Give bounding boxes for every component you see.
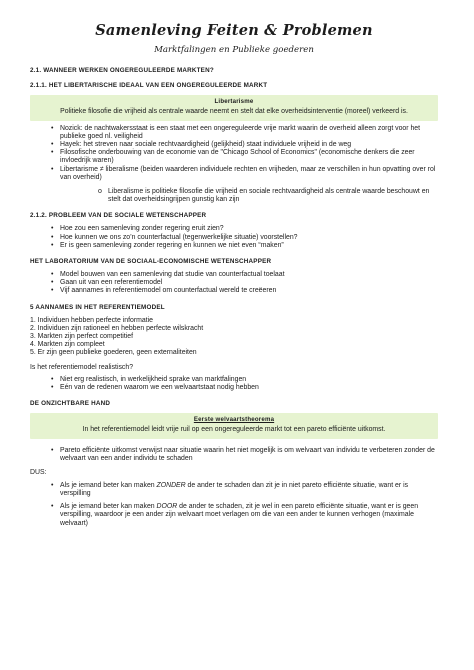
- bullet-icon: •: [51, 124, 54, 132]
- definition-box-text: In het referentiemodel leidt vrije ruil op een ongereguleerde markt tot een pareto efficiënte uitkomst.: [82, 426, 386, 434]
- bullet-icon: •: [51, 481, 54, 489]
- list-item: • Gaan uit van een referentiemodel: [51, 279, 163, 287]
- bullet-list-probleem: [30, 225, 438, 250]
- bullet-icon: •: [51, 503, 54, 511]
- list-item: • Hoe zou een samenleving zonder regering eruit zien?: [51, 225, 224, 233]
- list-item: • Eén van de redenen waarom we een welvaartstaat nodig hebben: [51, 384, 259, 392]
- definition-box-welvaartstheorema: [30, 413, 438, 439]
- list-item: 1. Individuen hebben perfecte informatie: [30, 316, 153, 324]
- bullet-icon: •: [51, 241, 54, 249]
- list-item: • Als je iemand beter kan maken DOOR de ander te schaden, zit je wel in een pareto efficiënte situatie, want er is geen verspilling, waardoor je een ander zijn welvaart moet verlagen om die van een ander te kunnen verhogen (maximale welvaart): [51, 503, 419, 527]
- list-item: • Hayek: het streven naar sociale rechtvaardigheid (gelijkheid) staat individuele vrijheid in de weg: [51, 141, 352, 148]
- bullet-icon: •: [51, 233, 54, 241]
- definition-box-text: Politieke filosofie die vrijheid als centrale waarde neemt en stelt dat elke overheidsinterventie (moreel) verkeerd is.: [60, 108, 408, 115]
- list-item: o Liberalisme is politieke filosofie die vrijheid en sociale rechtvaardigheid als centrale waarde beschouwt en stelt dat overheidsingrijpen gunstig kan zijn: [98, 188, 430, 204]
- dus-label: DUS:: [30, 469, 47, 477]
- bullet-list-pareto: [30, 447, 438, 463]
- bullet-icon: •: [51, 376, 54, 384]
- list-item: • Model bouwen van een samenleving dat studie van counterfactual toelaat: [51, 271, 285, 279]
- section-heading-2-1: 2.1. WANNEER WERKEN ONGEREGULEERDE MARKTEN?: [30, 67, 214, 74]
- list-item: • Filosofische onderbouwing van de economie van de "Chicago School of Economics" (economische denkers die zeer invloedrijk waren): [51, 149, 415, 165]
- list-item: • Hoe kunnen we ons zo’n counterfactual (tegenwerkelijke situatie) voorstellen?: [51, 233, 298, 241]
- list-item: • Libertarisme ≠ liberalisme (beiden waarderen individuele rechten en vrijheden, maar ze verschillen in hun opvatting over rol van overheid): [51, 165, 436, 181]
- list-item: • Nozick: de nachtwakersstaat is een staat met een ongereguleerde vrije markt waarin de overheid alleen zorgt voor het publieke goed nl. veiligheid: [51, 124, 421, 140]
- section-heading-onzichtbare-hand: DE ONZICHTBARE HAND: [30, 400, 111, 408]
- section-heading-laboratorium: HET LABORATORIUM VAN DE SOCIAAL-ECONOMISCHE WETENSCHAPPER: [30, 258, 272, 266]
- bullet-icon: •: [51, 384, 54, 392]
- list-item: 5. Er zijn geen publieke goederen, geen externaliteiten: [30, 349, 197, 357]
- bullet-list-realistisch: [30, 376, 438, 392]
- bullet-icon: •: [51, 447, 54, 455]
- list-item: • Pareto efficiënte uitkomst verwijst naar situatie waarin het niet mogelijk is om welvaart van individu te verbeteren zonder de welvaart van een ander individu te schaden: [51, 447, 435, 463]
- bullet-list-dus-2: [30, 503, 438, 528]
- definition-box-libertarisme: [30, 95, 438, 121]
- bullet-icon: •: [51, 225, 54, 233]
- bullet-list-libertarisme: [30, 125, 438, 182]
- document-title: Samenleving Feiten & Problemen: [95, 22, 373, 39]
- list-item: • Als je iemand beter kan maken ZONDER de ander te schaden dan zit je in niet pareto efficiënte situatie, want er is verspilling: [51, 481, 409, 498]
- bullet-icon: •: [51, 165, 54, 173]
- bullet-list-dus: [30, 482, 438, 498]
- bullet-icon: •: [51, 287, 54, 295]
- definition-box-title: Eerste welvaartstheorema: [193, 416, 275, 424]
- list-item: 4. Markten zijn compleet: [30, 341, 105, 349]
- bullet-icon: •: [51, 279, 54, 287]
- circle-bullet-icon: o: [98, 188, 102, 196]
- question-text: Is het referentiemodel realistisch?: [30, 363, 134, 371]
- sub-bullet-list: [30, 188, 438, 204]
- section-heading-2-1-2: 2.1.2. PROBLEEM VAN DE SOCIALE WETENSCHAPPER: [30, 212, 207, 220]
- bullet-list-laboratorium: [30, 271, 438, 296]
- bullet-icon: •: [51, 271, 54, 279]
- document-subtitle: Marktfalingen en Publieke goederen: [154, 45, 314, 55]
- definition-box-title: Libertarisme: [214, 98, 254, 105]
- bullet-icon: •: [51, 149, 54, 157]
- list-item: 3. Markten zijn perfect competitief: [30, 333, 134, 341]
- bullet-icon: •: [51, 141, 54, 148]
- numbered-list-aannames: [30, 317, 438, 358]
- section-heading-2-1-1: 2.1.1. HET LIBERTARISCHE IDEAAL VAN EEN ONGEREGULEERDE MARKT: [30, 82, 268, 89]
- list-item: 2. Individuen zijn rationeel en hebben perfecte wilskracht: [30, 324, 204, 332]
- list-item: • Er is geen samenleving zonder regering en kunnen we niet even “maken”: [51, 241, 284, 249]
- list-item: • Niet erg realistisch, in werkelijkheid sprake van marktfalingen: [51, 376, 247, 384]
- list-item: • Vijf aannames in referentiemodel om counterfactual wereld te creëeren: [51, 287, 277, 295]
- section-heading-aannames: 5 AANNAMES IN HET REFERENTIEMODEL: [30, 303, 165, 311]
